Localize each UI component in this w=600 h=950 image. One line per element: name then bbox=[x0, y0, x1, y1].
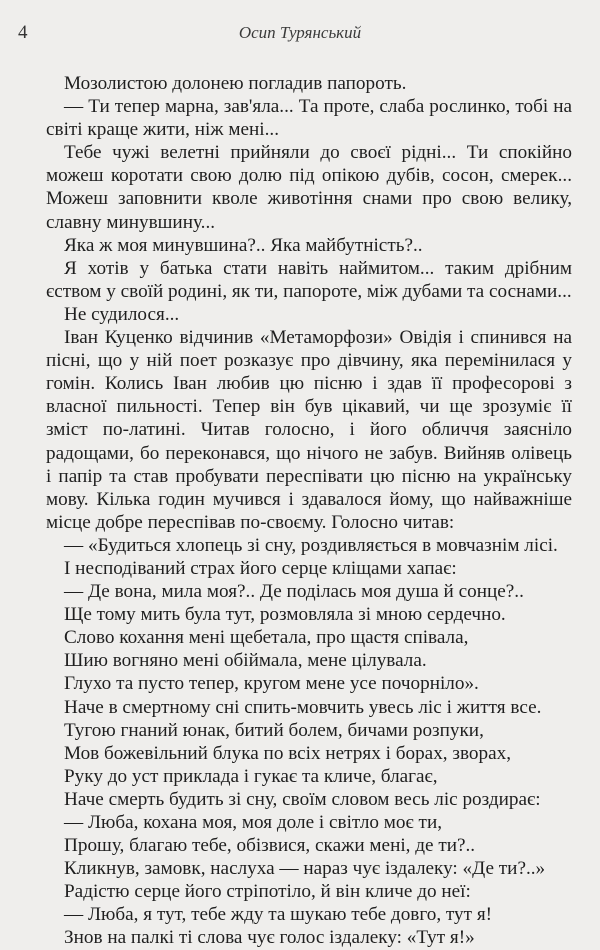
verse-line: Наче смерть будить зі сну, своїм словом весь ліс роздирає: bbox=[64, 788, 541, 810]
body-text bbox=[46, 72, 572, 950]
paragraph: Іван Куценко відчинив «Метаморфози» Овідія і спинився на пісні, що у ній поет розказує про дівчину, яка перемінилася у гомін. Колись Іван любив цю пісню і здав її професорові з власної пильності. Тепер він був цікавий, чи ще зрозуміє її зміст по-латині. Читав голосно, і його обличчя заясніло радощами, бо переконався, що нічого не забув. Вийняв олівець і папір та став пробувати переспівати цю пісню на українську мову. Кілька годин мучився і здавалося йому, що найважніше місце добре переспівав по-своєму. Голосно читав: bbox=[46, 327, 572, 533]
verse-line: — Люба, кохана моя, моя доле і світло моє ти, bbox=[64, 812, 443, 833]
page-header bbox=[18, 22, 582, 46]
verse-line: Наче в смертному сні спить-мовчить увесь ліс і життя все. bbox=[64, 696, 542, 718]
verse-line: Прошу, благаю тебе, обізвися, скажи мені, де ти?.. bbox=[64, 835, 476, 857]
verse-line: Руку до уст приклада і гукає та кличе, благає, bbox=[64, 765, 438, 787]
running-title: Осип Турянський bbox=[238, 23, 362, 42]
page-number: 4 bbox=[18, 22, 28, 43]
verse-line: — Люба, я тут, тебе жду та шукаю тебе довго, тут я! bbox=[64, 904, 493, 926]
verse-line: І несподіваний страх його серце кліщами хапає: bbox=[64, 557, 457, 579]
verse-line: — «Будиться хлопець зі сну, роздивляється в мовчазнім лісі. bbox=[64, 534, 558, 556]
paragraph: Тебе чужі велетні прийняли до своєї рідні... Ти спокійно можеш коротати свою долю під опікою дубів, сосон, смерек... Можеш заповнити кволе животіння снами про свою велику, славну минувшину... bbox=[46, 142, 572, 233]
verse-line: Кликнув, замовк, наслуха — нараз чує іздалеку: «Де ти?..» bbox=[64, 858, 546, 880]
verse-line: Знов на палкі ті слова чує голос іздалеку: «Тут я!» bbox=[64, 927, 475, 949]
verse-line: Глухо та пусто тепер, кругом мене усе почорніло». bbox=[64, 673, 479, 695]
verse-line: Шию вогняно мені обіймала, мене цілувала. bbox=[64, 650, 427, 672]
paragraph: Я хотів у батька стати навіть наймитом... таким дрібним єством у своїй родині, як ти, папороте, між дубами та соснами... bbox=[46, 257, 572, 302]
paragraph: — Ти тепер марна, зав'яла... Та проте, слаба рослинко, тобі на світі краще жити, ніж мені... bbox=[46, 96, 572, 141]
verse-line: Тугою гнаний юнак, битий болем, бичами розпуки, bbox=[64, 719, 484, 741]
verse-line: Слово кохання мені щебетала, про щастя співала, bbox=[64, 627, 469, 649]
verse-line: Мов божевільний блука по всіх нетрях і борах, зворах, bbox=[64, 742, 511, 764]
paragraph: Не судилося... bbox=[64, 303, 180, 325]
paragraph: Мозолистою долонею погладив папороть. bbox=[64, 73, 407, 94]
verse-line: Ще тому мить була тут, розмовляла зі мною сердечно. bbox=[64, 604, 506, 626]
paragraph: Яка ж моя минувшина?.. Яка майбутність?.. bbox=[64, 234, 423, 256]
verse-line: Радістю серце його стріпотіло, й він кличе до неї: bbox=[64, 881, 471, 903]
verse-line: — Де вона, мила моя?.. Де поділась моя душа й сонце?.. bbox=[64, 581, 524, 603]
